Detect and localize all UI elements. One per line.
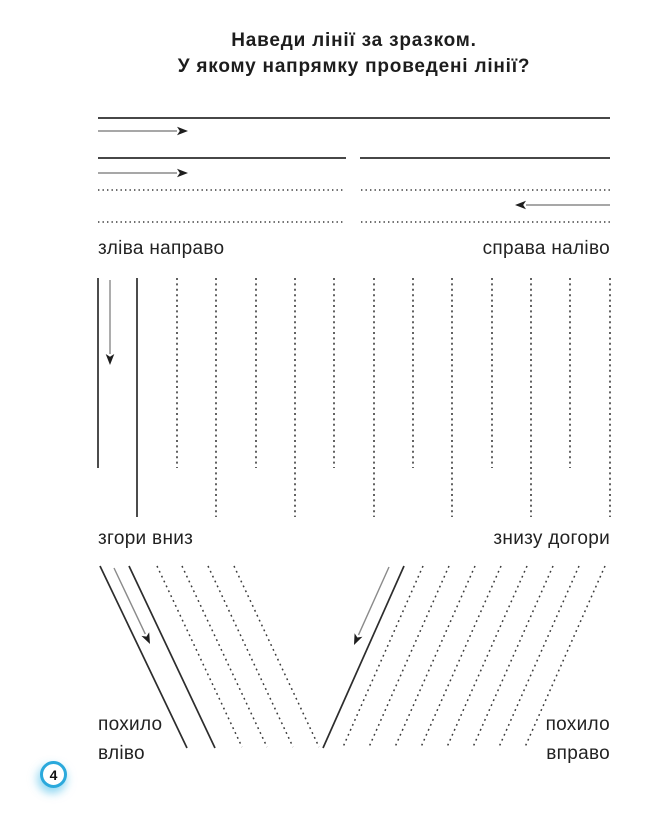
horizontal-direction-arrow-0-head: [177, 127, 188, 136]
diagonal-right-dotted-line: [473, 566, 553, 747]
horizontal-lines-group: [98, 118, 610, 222]
label-slanted-left-line-2: вліво: [98, 743, 145, 764]
label-right-to-left: справа наліво: [482, 238, 610, 259]
diagonal-left-dotted-line: [234, 566, 319, 747]
diagonal-right-direction-arrow-shaft: [359, 567, 389, 635]
diagonal-left-direction-arrow-head: [141, 632, 150, 644]
diagonal-left-dotted-line: [157, 566, 242, 747]
diagonal-left-dotted-line: [208, 566, 293, 747]
page-number-badge: [40, 761, 67, 788]
label-bottom-to-top: знизу догори: [493, 528, 610, 549]
title-line-2: У якому напрямку проведені лінії?: [177, 56, 531, 77]
label-slanted-right-line-2: вправо: [546, 743, 610, 764]
title-line-1: Наведи лінії за зразком.: [231, 30, 477, 51]
diagonal-right-dotted-line: [395, 566, 475, 747]
diagonal-right-solid-line: [323, 566, 404, 748]
horizontal-direction-arrow-2-head: [515, 201, 526, 210]
diagonal-right-dotted-line: [421, 566, 501, 747]
diagonal-right-dotted-line: [343, 566, 423, 747]
horizontal-direction-arrow-1-head: [177, 169, 188, 178]
label-slanted-left-line-1: похило: [98, 714, 163, 735]
label-top-to-bottom: згори вниз: [98, 528, 194, 549]
diagonal-right-direction-arrow-head: [354, 633, 362, 645]
diagonal-right-dotted-line: [369, 566, 449, 747]
diagonal-right-dotted-line: [447, 566, 527, 747]
label-slanted-left: [98, 710, 162, 768]
label-slanted-right-line-1: похило: [545, 714, 610, 735]
vertical-lines-group: [98, 278, 610, 517]
diagonal-left-direction-arrow-shaft: [114, 568, 145, 634]
label-left-to-right: зліва направо: [98, 238, 225, 259]
label-slanted-right: [546, 710, 610, 768]
diagonal-left-dotted-line: [182, 566, 267, 747]
vertical-direction-arrow-head: [106, 354, 115, 365]
page-number: 4: [49, 766, 58, 783]
